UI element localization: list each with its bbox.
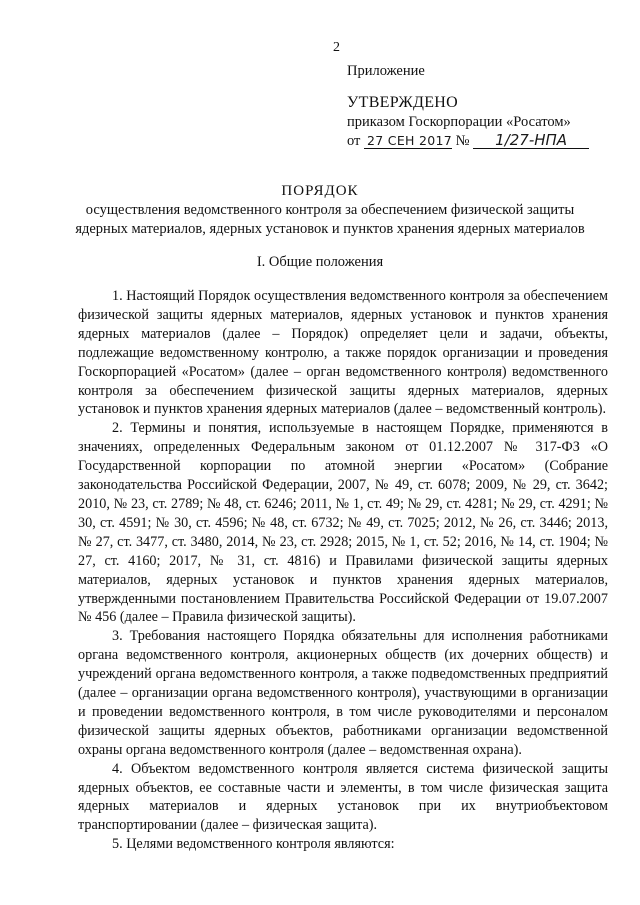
paragraph-4: 4. Объектом ведомственного контроля является система физической защиты ядерных объектов, ее составные части и элементы, в том числе физическая защита ядерных материалов и ядерных установок при их внутриобъектовом транспортировании (далее – физическая защита). [78, 760, 608, 834]
paragraph-1: 1. Настоящий Порядок осуществления ведомственного контроля за обеспечением физической защиты ядерных материалов, ядерных установок и пунктов хранения ядерных материалов (далее – Порядок) определяет цели и задачи, объекты, подлежащие ведомственному контролю, а также порядок организации и проведения Госкорпорацией «Росатом» (далее – орган ведомственного контроля) ведомственного контроля за обеспечением физической защиты ядерных материалов, ядерных установок и пунктов хранения ядерных материалов (далее – ведомственный контроль). [78, 288, 608, 418]
paragraph-5: 5. Целями ведомственного контроля являются: [112, 836, 395, 853]
paragraph-2: 2. Термины и понятия, используемые в настоящем Порядке, применяются в значениях, определенных Федеральным законом от 01.12.2007 № 317-ФЗ «О Государственной корпорации по атомной энергии «Росатом» (Собрание законодательства Российской Федерации, 2007, № 49, ст. 6078; 2009, № 29, ст. 3642; 2010, № 23, ст. 2789; № 48, ст. 6246; 2011, № 1, ст. 49; № 29, ст. 4281; № 29, ст. 4291; № 30, ст. 4591; № 30, ст. 4596; № 48, ст. 6732; № 49, ст. 7025; 2012, № 26, ст. 3446; 2013, № 27, ст. 3477, ст. 3480, 2014, № 23, ст. 2928; 2015, № 1, ст. 52; 2016, № 14, ст. 1904; № 27, ст. 4160; 2017, № 31, ст. 4816) и Правилами физической защиты ядерных материалов, ядерных установок и пунктов хранения ядерных материалов, утвержденными постановлением Правительства Российской Федерации от 19.07.2007 № 456 (далее – Правила физической защиты). [78, 420, 608, 626]
date-number-line [347, 132, 589, 150]
document-subtitle: осуществления ведомственного контроля за обеспечением физической защиты ядерных материалов, ядерных установок и пунктов хранения ядерных материалов [75, 202, 585, 237]
section-heading: I. Общие положения [256, 254, 384, 270]
handwritten-order-number: 1/27-НПА [473, 133, 589, 149]
date-prefix: от [347, 133, 361, 149]
page-number: 2 [333, 40, 340, 55]
number-prefix: № [455, 133, 470, 149]
approval-block [347, 62, 589, 150]
date-stamp: 27 СЕН 2017 [364, 133, 452, 149]
document-body [78, 287, 608, 854]
document-title: ПОРЯДОК [281, 183, 359, 199]
approved-label: УТВЕРЖДЕНО [347, 94, 459, 111]
order-line: приказом Госкорпорации «Росатом» [347, 114, 571, 130]
paragraph-3: 3. Требования настоящего Порядка обязательны для исполнения работниками органа ведомственного контроля, акционерных обществ (их дочерних обществ) и учреждений органа ведомственного контроля, а также подведомственных предприятий (далее – организации органа ведомственного контроля), участвующими в организации и проведении ведомственного контроля, в том числе руководителями и персоналом физической защиты ядерных объектов, работниками организации ведомственной охраны органа ведомственного контроля (далее – ведомственная охрана). [78, 628, 608, 758]
appendix-label: Приложение [347, 63, 425, 79]
